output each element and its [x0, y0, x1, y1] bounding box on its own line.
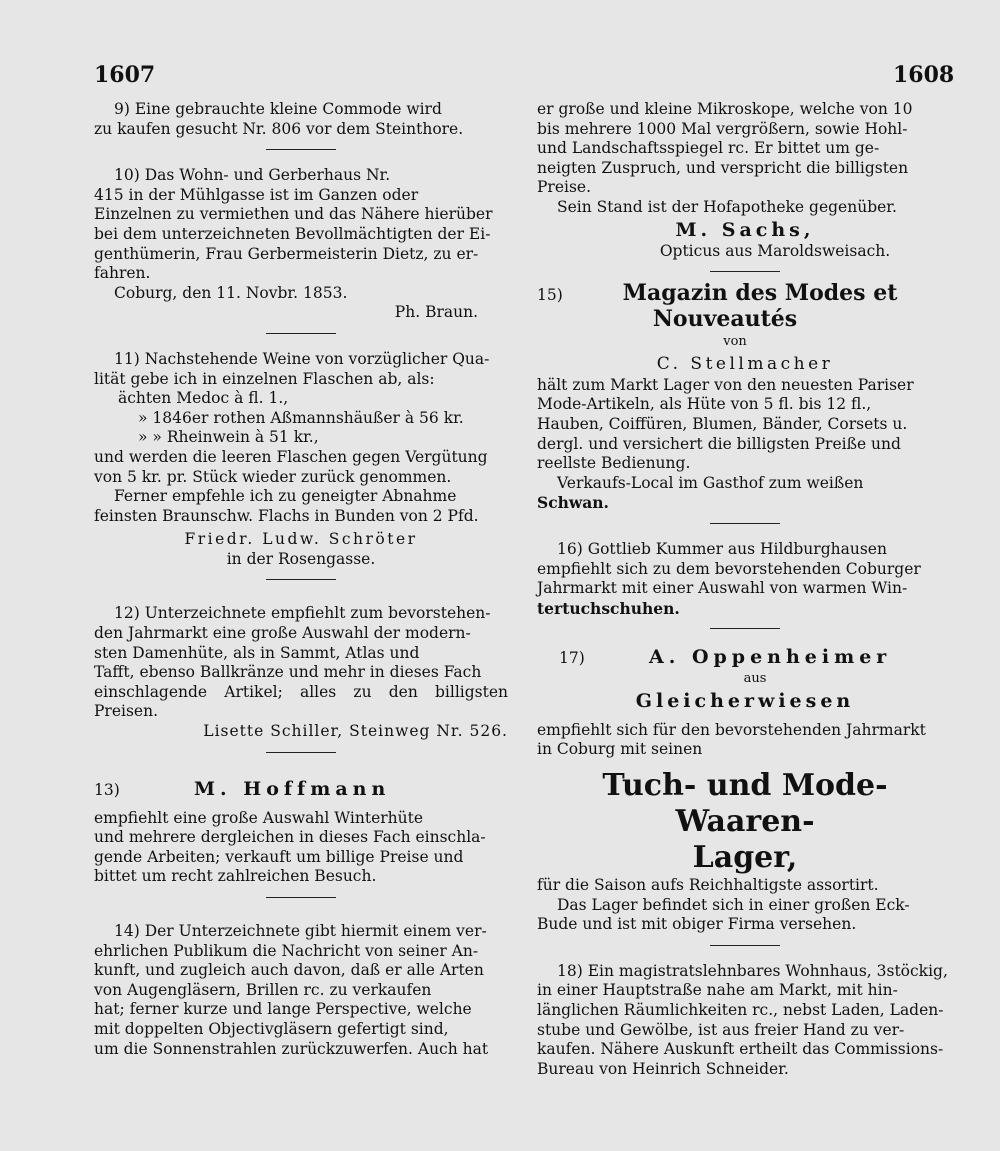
advert-line: tertuchschuhen. — [537, 598, 680, 618]
advert-line: ächten Medoc à fl. 1., — [118, 389, 289, 408]
advert-line: genthümerin, Frau Gerbermeisterin Dietz, zu er- — [94, 244, 479, 263]
divider — [266, 897, 336, 898]
advert-name: A. Oppenheimer — [649, 646, 892, 669]
advert-line: Preise. — [537, 178, 592, 197]
advert-signature: Ph. Braun. — [394, 303, 478, 322]
divider — [266, 333, 336, 334]
advert-line: von — [723, 334, 747, 350]
advert-line: um die Sonnenstrahlen zurückzuwerfen. Auch hat — [94, 1039, 489, 1058]
advert-15 — [537, 280, 953, 513]
advert-line: für die Saison aufs Reichhaltigste assortirt. — [537, 876, 879, 895]
advert-line: 16) Gottlieb Kummer aus Hildburghausen — [557, 539, 887, 558]
advert-line: 18) Ein magistratslehnbares Wohnhaus, 3stöckig, — [557, 961, 948, 980]
advert-line: Verkaufs-Local im Gasthof zum weißen — [557, 473, 864, 492]
advert-line: neigten Zuspruch, und verspricht die billigsten — [537, 158, 909, 177]
advert-line: Jahrmarkt mit einer Auswahl von warmen Win- — [537, 579, 908, 598]
advert-line: » 1846er rothen Aßmannshäußer à 56 kr. — [138, 408, 464, 427]
advert-line: Schwan. — [537, 493, 609, 513]
advert-14-continued — [537, 100, 953, 261]
divider — [266, 752, 336, 753]
advert-line: ehrlichen Publikum die Nachricht von seiner An- — [94, 941, 479, 960]
advert-line: bis mehrere 1000 Mal vergrößern, sowie Hohl- — [537, 119, 908, 138]
advert-line: sten Damenhüte, als in Sammt, Atlas und — [94, 643, 420, 662]
advert-name: M. Sachs, — [675, 218, 815, 241]
advert-line: einschlagende Artikel; alles zu den billigsten Preisen. — [94, 682, 508, 721]
advert-9 — [94, 100, 508, 139]
advert-11 — [94, 350, 508, 570]
advert-line: Hauben, Coiffüren, Blumen, Bänder, Corsets u. — [537, 414, 908, 433]
advert-banner: Tuch- und Mode-Waaren- — [602, 768, 888, 840]
advert-18 — [537, 962, 953, 1080]
advert-14 — [94, 922, 508, 1059]
advert-line: 9) Eine gebrauchte kleine Commode wird — [114, 100, 442, 118]
advert-16 — [537, 540, 953, 618]
advert-banner: Lager, — [692, 840, 798, 876]
advert-line: reellste Bedienung. — [537, 454, 691, 473]
advert-line: empfiehlt eine große Auswahl Winterhüte — [94, 808, 424, 827]
left-column — [94, 100, 508, 1059]
advert-line: Sein Stand ist der Hofapotheke gegenüber. — [557, 197, 897, 216]
advert-line: und mehrere dergleichen in dieses Fach einschla- — [94, 828, 486, 847]
divider — [266, 149, 336, 150]
advert-line: mit doppelten Objectivgläsern gefertigt sind, — [94, 1019, 449, 1038]
advert-line: er große und kleine Mikroskope, welche von 10 — [537, 100, 913, 118]
advert-line: fahren. — [94, 264, 151, 283]
advert-line: Bude und ist mit obiger Firma versehen. — [537, 915, 857, 934]
advert-line: und werden die leeren Flaschen gegen Vergütung — [94, 447, 488, 466]
advert-line: Bureau von Heinrich Schneider. — [537, 1059, 789, 1078]
advert-line: von Augengläsern, Brillen rc. zu verkaufen — [94, 980, 432, 999]
advert-title: Opticus aus Maroldsweisach. — [659, 241, 891, 260]
advert-signature: Friedr. Ludw. Schröter — [184, 530, 418, 549]
advert-number: 17) — [559, 649, 585, 668]
advert-13 — [94, 777, 508, 887]
advert-line: gende Arbeiten; verkauft um billige Preise und — [94, 847, 464, 866]
advert-line: 14) Der Unterzeichnete gibt hiermit einem ver- — [114, 922, 487, 940]
advert-line: länglichen Räumlichkeiten rc., nebst Laden, Laden- — [537, 1001, 944, 1020]
advert-line: hält zum Markt Lager von den neuesten Pariser — [537, 375, 914, 394]
advert-name: M. Hoffmann — [194, 777, 391, 800]
advert-place: Gleicherwiesen — [635, 689, 855, 712]
advert-line: kunft, und zugleich auch davon, daß er alle Arten — [94, 961, 484, 980]
advert-line: 415 in der Mühlgasse ist im Ganzen oder — [94, 185, 419, 204]
advert-date: Coburg, den 11. Novbr. 1853. — [114, 283, 348, 302]
advert-12 — [94, 604, 508, 741]
advert-line: 11) Nachstehende Weine von vorzüglicher Qua- — [114, 349, 490, 368]
page-number-left: 1607 — [94, 62, 156, 88]
advert-line: bittet um recht zahlreichen Besuch. — [94, 867, 377, 886]
advert-line: Mode-Artikeln, als Hüte von 5 fl. bis 12 fl., — [537, 395, 872, 414]
advert-line: Ferner empfehle ich zu geneigter Abnahme — [114, 487, 457, 506]
divider — [710, 523, 780, 524]
advert-line: von 5 kr. pr. Stück wieder zurück genommen. — [94, 467, 452, 486]
advert-line: empfiehlt sich zu dem bevorstehenden Coburger — [537, 559, 921, 578]
advert-name: C. Stellmacher — [656, 353, 834, 374]
divider — [710, 945, 780, 946]
advert-10 — [94, 166, 508, 323]
divider — [266, 579, 336, 580]
advert-signature: Lisette Schiller, Steinweg Nr. 526. — [203, 722, 508, 741]
advert-17 — [537, 645, 953, 935]
advert-line: empfiehlt sich für den bevorstehenden Jahrmarkt — [537, 720, 926, 739]
advert-line: dergl. und versichert die billigsten Preiße und — [537, 434, 901, 453]
advert-line: Das Lager befindet sich in einer großen Eck- — [557, 895, 910, 914]
advert-line: kaufen. Nähere Auskunft ertheilt das Commissions- — [537, 1040, 944, 1059]
advert-line: und Landschaftsspiegel rc. Er bittet um ge- — [537, 139, 880, 158]
advert-line: stube und Gewölbe, ist aus freier Hand zu ver- — [537, 1020, 905, 1039]
advert-line: bei dem unterzeichneten Bevollmächtigten der Ei- — [94, 224, 491, 243]
advert-number: 13) — [94, 780, 120, 799]
advert-heading: Magazin des Modes et — [622, 280, 898, 307]
advert-line: Tafft, ebenso Ballkränze und mehr in dieses Fach — [94, 663, 482, 682]
advert-line: Einzelnen zu vermiethen und das Nähere hierüber — [94, 205, 493, 224]
advert-line: hat; ferner kurze und lange Perspective, welche — [94, 1000, 472, 1019]
advert-line: lität gebe ich in einzelnen Flaschen ab, als: — [94, 369, 435, 388]
advert-line: in einer Hauptstraße nahe am Markt, mit hin- — [537, 981, 898, 1000]
advert-heading: Nouveautés — [652, 306, 798, 333]
divider — [710, 628, 780, 629]
advert-line: in Coburg mit seinen — [537, 740, 703, 759]
advert-place: in der Rosengasse. — [226, 549, 376, 568]
page-number-right: 1608 — [893, 62, 955, 88]
advert-line: feinsten Braunschw. Flachs in Bunden von 2 Pfd. — [94, 506, 479, 525]
advert-line: 10) Das Wohn- und Gerberhaus Nr. — [114, 166, 391, 185]
advert-line: den Jahrmarkt eine große Auswahl der modern- — [94, 624, 471, 643]
advert-number: 15) — [537, 286, 563, 305]
right-column — [537, 100, 953, 1079]
divider — [710, 271, 780, 272]
advert-line: » » Rheinwein à 51 kr., — [138, 428, 319, 447]
advert-line: aus — [743, 671, 767, 687]
advert-line: 12) Unterzeichnete empfiehlt zum bevorstehen- — [114, 604, 491, 623]
advert-line: zu kaufen gesucht Nr. 806 vor dem Steinthore. — [94, 119, 464, 138]
